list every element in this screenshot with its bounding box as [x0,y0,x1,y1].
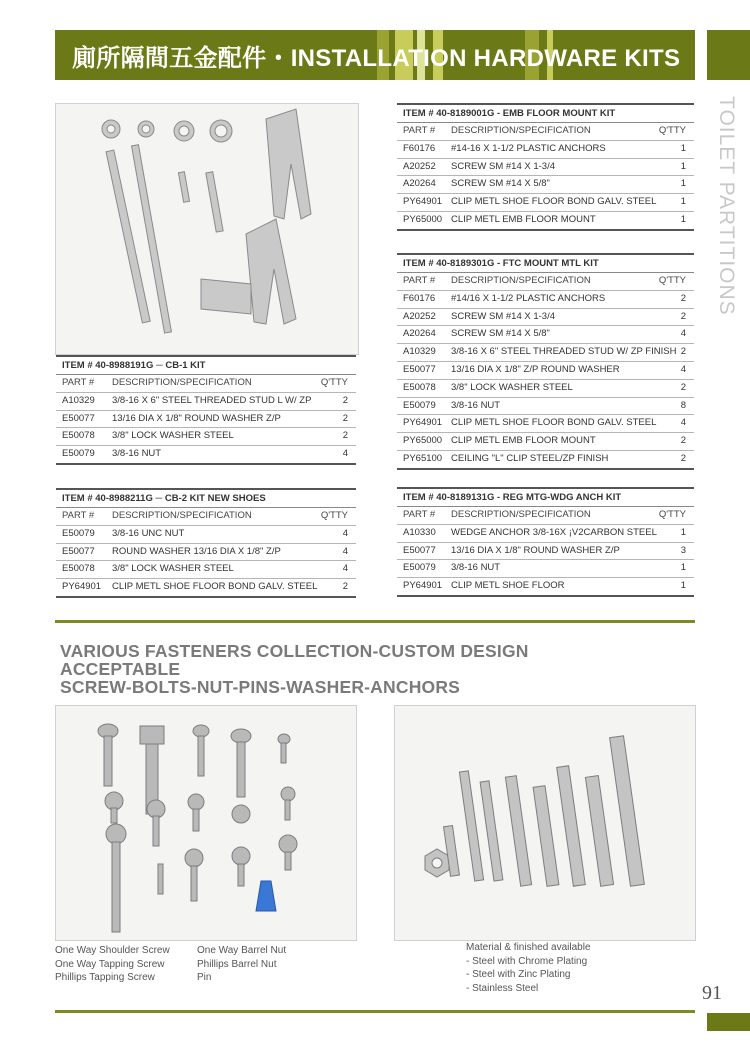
table-row: F60176 #14-16 X 1-1/2 PLASTIC ANCHORS 1 [397,141,694,159]
page-title: 廁所隔間五金配件・INSTALLATION HARDWARE KITS [72,45,681,72]
fasteners-pins-photo [394,705,696,941]
table-row: A20264 SCREW SM #14 X 5/8" 4 [397,326,694,344]
caption-left-a: One Way Shoulder Screw One Way Tapping Screw Phillips Tapping Screw [55,945,170,983]
table-row: E50078 3/8" LOCK WASHER STEEL 4 [56,561,356,579]
table-row: PY64901 CLIP METL SHOE FLOOR BOND GALV. STEEL 1 [397,194,694,212]
fasteners-screws-photo [55,705,357,941]
table-title: ITEM # 40-8189001G - EMB FLOOR MOUNT KIT [397,103,694,123]
table-row: PY65000 CLIP METL EMB FLOOR MOUNT 2 [397,433,694,451]
table-reg-mtg-kit [397,487,694,597]
table-cb2-kit [56,488,356,598]
screws-illustration [56,706,356,940]
table-title: ITEM # 40-8189301G - FTC MOUNT MTL KIT [397,253,694,273]
table-row: E50079 3/8-16 UNC NUT 4 [56,526,356,544]
table-row: A10330 WEDGE ANCHOR 3/8-16X ¡V2CARBON STEEL 1 [397,525,694,543]
table-title: ITEM # 40-8988211G ─ CB-2 KIT NEW SHOES [56,488,356,508]
table-row: F60176 #14/16 X 1-1/2 PLASTIC ANCHORS 2 [397,291,694,309]
table-row: E50079 3/8-16 NUT 8 [397,398,694,416]
table-header: PART # DESCRIPTION/SPECIFICATION Q'TTY [56,375,356,393]
table-row: E50078 3/8" LOCK WASHER STEEL 2 [397,380,694,398]
footer-tab [707,1013,750,1031]
table-row: PY64901 CLIP METL SHOE FLOOR BOND GALV. STEEL 2 [56,579,356,598]
side-tab [707,30,750,80]
table-row: PY64901 CLIP METL SHOE FLOOR 1 [397,578,694,597]
table-title: ITEM # 40-8189131G - REG MTG-WDG ANCH KIT [397,487,694,507]
table-row: A20252 SCREW SM #14 X 1-3/4 2 [397,309,694,327]
table-row: A20252 SCREW SM #14 X 1-3/4 1 [397,159,694,177]
footer-divider [55,1010,695,1013]
page-number: 91 [702,982,722,1004]
table-title: ITEM # 40-8988191G ─ CB-1 KIT [56,355,356,375]
table-emb-floor-mount-kit [397,103,694,231]
table-row: E50077 13/16 DIA X 1/8" Z/P ROUND WASHER 4 [397,362,694,380]
pins-illustration [395,706,695,940]
table-row: PY65100 CEILING "L" CLIP STEEL/ZP FINISH 2 [397,451,694,470]
table-header: PART # DESCRIPTION/SPECIFICATION Q'TTY [397,507,694,525]
table-row: A20264 SCREW SM #14 X 5/8" 1 [397,176,694,194]
table-row: E50079 3/8-16 NUT 1 [397,560,694,578]
table-header: PART # DESCRIPTION/SPECIFICATION Q'TTY [397,123,694,141]
hardware-kit-photo [55,103,359,355]
caption-right: Material & finished available - Steel with Chrome Plating - Steel with Zinc Plating - Stainless Steel [466,942,591,994]
hardware-kit-illustration [56,104,358,354]
table-header: PART # DESCRIPTION/SPECIFICATION Q'TTY [397,273,694,291]
table-row: E50077 13/16 DIA X 1/8" ROUND WASHER Z/P 2 [56,411,356,429]
table-row: A10329 3/8-16 X 6" STEEL THREADED STUD L W/ ZP 2 [56,393,356,411]
table-row: E50077 13/16 DIA X 1/8" ROUND WASHER Z/P 3 [397,543,694,561]
table-header: PART # DESCRIPTION/SPECIFICATION Q'TTY [56,508,356,526]
fasteners-heading: VARIOUS FASTENERS COLLECTION-CUSTOM DESIGN ACCEPTABLE SCREW-BOLTS-NUT-PINS-WASHER-ANCHORS [60,641,529,697]
side-label: TOILET PARTITIONS [715,96,738,316]
table-row: PY65000 CLIP METL EMB FLOOR MOUNT 1 [397,212,694,231]
table-row: A10329 3/8-16 X 6" STEEL THREADED STUD W/ ZP FINISH 2 [397,344,694,362]
table-ftc-mount-kit [397,253,694,470]
table-cb1-kit [56,355,356,465]
caption-left-b: One Way Barrel Nut Phillips Barrel Nut Pin [197,945,287,983]
table-row: PY64901 CLIP METL SHOE FLOOR BOND GALV. STEEL 4 [397,415,694,433]
table-row: E50078 3/8" LOCK WASHER STEEL 2 [56,428,356,446]
table-row: E50077 ROUND WASHER 13/16 DIA X 1/8" Z/P 4 [56,544,356,562]
section-divider [55,620,695,623]
table-row: E50079 3/8-16 NUT 4 [56,446,356,465]
